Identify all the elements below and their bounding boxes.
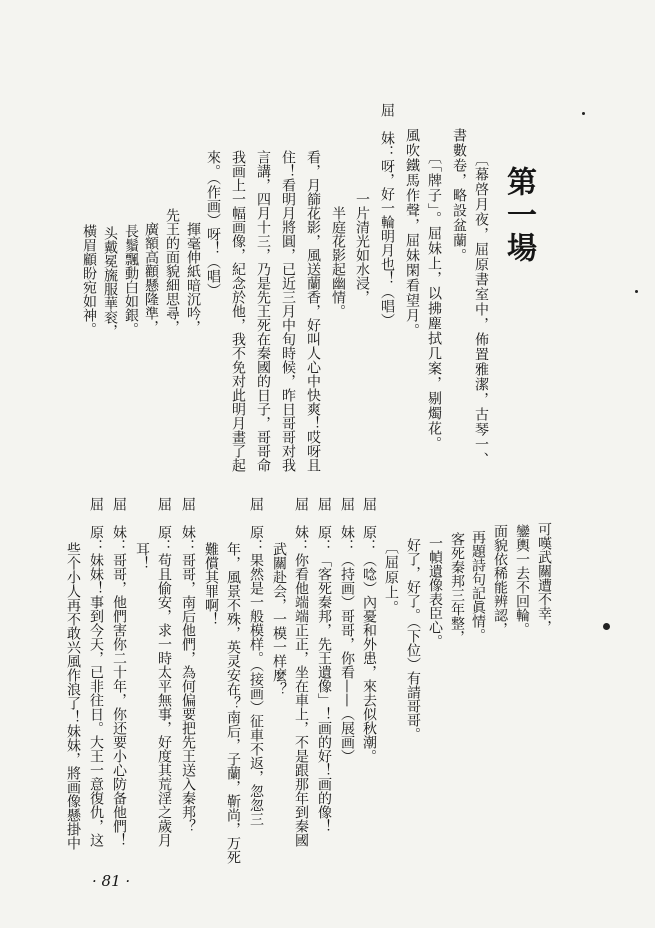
speech-text: （持画）哥哥，你看——（展画）	[339, 553, 355, 763]
speech-continuation: 些个小人再不敢兴風作浪了！妹妹，將画像懸掛中	[65, 542, 81, 850]
song-line: 面貌依稀能辨認，	[492, 524, 508, 636]
dialogue-line	[180, 497, 196, 833]
speech-continuation: 言講，四月十三，乃是先王死在秦國的日子，哥哥命	[255, 150, 271, 472]
song-line: 橫眉顧盼宛如神。	[81, 224, 97, 336]
speech-text: 你看他端端正正，坐在車上，不是跟那年到秦國	[293, 553, 309, 847]
dialogue-line	[88, 497, 104, 847]
speaker-label: 屈 妹：	[339, 497, 355, 553]
speech-continuation: 好了，好了。（下位）有請哥哥。	[405, 538, 421, 741]
song-line: 鑾輿一去不回輪。	[514, 524, 530, 636]
speech-continuation: 看，月篩花影，風送蘭香，好叫人心中快爽！哎呀且	[305, 150, 321, 472]
speech-continuation: 我画上一幅画像，紀念於他，我不免对此明月畫了起	[230, 150, 246, 472]
song-line: 头戴冕旒服華衮，	[102, 226, 118, 338]
song-line: 一幀遺像表臣心。	[427, 536, 443, 648]
speech-continuation: 武關赴会，一模一样麼？	[271, 542, 287, 696]
speech-text: 哥哥，南后他們，為何偏要把先王送入秦邦？	[180, 553, 196, 833]
dialogue-line	[248, 497, 264, 826]
speech-text: （唸）內憂和外患，來去似秋潮。	[361, 553, 377, 763]
stage-direction-line: 〔屈原上。	[383, 540, 399, 615]
song-line: 先王的面貌細思尋，	[164, 208, 180, 334]
speaker-label: 屈 妹：	[379, 103, 395, 159]
stage-direction-line: 書數卷，略設盆蘭。	[451, 128, 467, 263]
speech-continuation: 年，風景不殊，英灵安在？南后，子蘭，靳尚，万死	[225, 542, 241, 864]
speech-text: 呀，好一輪明月也！（唱）	[379, 159, 395, 327]
speech-text: 果然是一般模样。（接画）征車不返，忽忽三	[248, 553, 264, 826]
dialogue-line	[293, 497, 309, 847]
stage-direction-line: 風吹鐵馬作聲，屈妹閑看望月。	[404, 128, 420, 338]
song-line: 可嘆武關遭不幸，	[536, 522, 552, 634]
speaker-label: 屈 原：	[88, 497, 104, 553]
dialogue-line	[361, 497, 377, 763]
speaker-label: 屈 原：	[156, 497, 172, 553]
speech-continuation: 住！看明月將圓，已近三月中旬時候，昨日哥哥对我	[280, 150, 296, 472]
scan-speck	[582, 112, 585, 115]
song-line: 半庭花影起幽情。	[330, 206, 346, 318]
scan-speck	[603, 623, 610, 630]
song-line: 客死秦邦三年整，	[449, 532, 465, 644]
page-number: · 81 ·	[92, 872, 131, 890]
speech-text: 妹妹！事到今天，已非往日。大王一意復仇，这	[88, 553, 104, 847]
speech-text: 苟且偷安，求一時太平無事，好度其荒淫之歲月	[156, 553, 172, 847]
dialogue-line	[156, 497, 172, 847]
speech-continuation: 難償其罪啊！	[203, 542, 219, 626]
scan-speck	[635, 290, 638, 293]
speaker-label: 屈 原：	[361, 497, 377, 553]
speaker-label: 屈 原：	[248, 497, 264, 553]
speaker-label: 屈 妹：	[111, 497, 127, 553]
speech-continuation: 來。（作画）呀！（唱）	[205, 150, 221, 297]
song-line: 一片清光如水浸，	[354, 192, 370, 304]
speech-text: 「客死秦邦，先王遺像」！画的好！画的像！	[316, 553, 332, 833]
song-line: 再題詩句記眞情。	[470, 530, 486, 642]
dialogue-line	[111, 497, 127, 847]
stage-direction-line: 〔幕啓月夜，屈原書室中，佈置雅潔，古琴一、	[473, 152, 489, 467]
speaker-label: 屈 妹：	[180, 497, 196, 553]
speaker-label: 屈 原：	[316, 497, 332, 553]
stage-direction-line: 〔「牌子」。屈妹上，以拂塵拭几案，剔燭花。	[426, 150, 442, 451]
speech-text: 哥哥，他們害你二十年，你还要小心防备他們！	[111, 553, 127, 847]
speaker-label: 屈 妹：	[293, 497, 309, 553]
speech-continuation: 耳！	[134, 542, 150, 570]
song-line: 長鬚飄動白如銀。	[123, 224, 139, 336]
dialogue-line	[339, 497, 355, 763]
song-line: 廣額高顴懸隆準，	[143, 222, 159, 334]
dialogue-line	[316, 497, 332, 833]
scene-title: 第一場	[501, 166, 536, 265]
song-line: 揮毫伸紙暗沉吟，	[185, 222, 201, 334]
